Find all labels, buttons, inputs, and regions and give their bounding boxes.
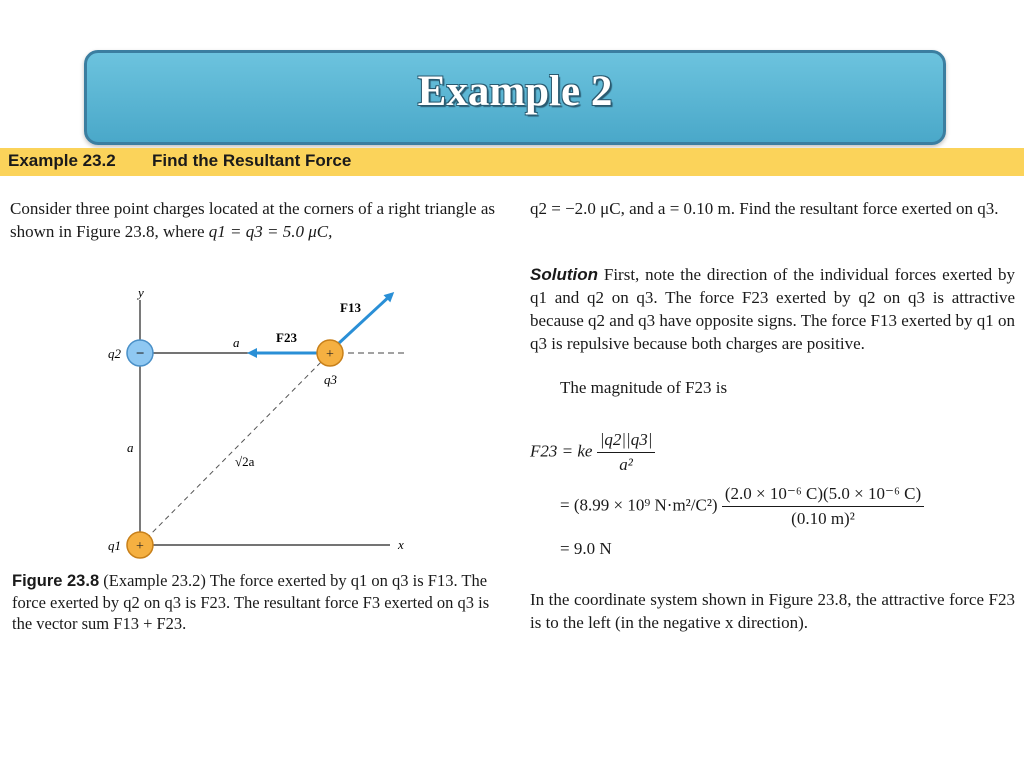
solution-p2: The magnitude of F23 is	[560, 378, 728, 397]
hypotenuse-dashed	[140, 353, 330, 545]
solution-p1: First, note the direction of the individual forces exerted by q1 and q2 on q3. The force F23 exerted by q2 on q3 is attractive because q2 and q3 have opposite signs. The force F13 exerted by q1 on q3 is repulsive because both charges are positive.	[530, 265, 1016, 353]
x-axis-label: x	[398, 537, 404, 552]
problem-right: q2 = −2.0 μC, and a = 0.10 m. Find the resultant force exerted on q3.	[530, 199, 999, 218]
problem-left-eq: q1 = q3 = 5.0 μC,	[208, 222, 333, 241]
problem-left	[10, 197, 495, 243]
minus-sign: −	[135, 346, 145, 362]
example-number: Example 23.2	[8, 151, 116, 170]
eq-den-1: a²	[619, 455, 633, 474]
a-side-label: a	[127, 440, 134, 455]
eq-lhs: F23 =	[530, 441, 574, 461]
equation-line-1	[530, 430, 655, 475]
caption-text: (Example 23.2) The force exerted by q1 on q3 is F13. The force exerted by q2 on q3 is F23. The resultant force F3 exerted on q3 is the vector sum F13 + F23.	[12, 571, 490, 633]
q3-label: q3	[324, 372, 337, 387]
eq-num-1: |q2||q3|	[597, 430, 656, 453]
caption-label: Figure 23.8	[12, 572, 100, 590]
figure-23-8	[100, 280, 420, 565]
example-title: Find the Resultant Force	[152, 151, 352, 170]
diag-label: √2a	[235, 454, 255, 469]
equation-line-2	[560, 484, 924, 529]
y-axis-label: y	[138, 285, 144, 300]
q1-label: q1	[108, 538, 121, 553]
solution-label: Solution	[530, 265, 598, 284]
a-top-label: a	[233, 335, 240, 350]
plus-sign-q3: +	[326, 347, 334, 362]
eq-den-2: (0.10 m)²	[791, 509, 855, 528]
eq-num-2: (2.0 × 10⁻⁶ C)(5.0 × 10⁻⁶ C)	[722, 484, 924, 507]
eq-fraction-2	[722, 484, 924, 529]
f23-label: F23	[276, 330, 297, 345]
solution-paragraph	[530, 263, 1015, 355]
equation-result: = 9.0 N	[560, 539, 612, 558]
eq-ke: ke	[577, 441, 593, 461]
eq-fraction-1	[597, 430, 656, 475]
eq-line2-prefix: = (8.99 × 10⁹ N·m²/C²)	[560, 495, 718, 515]
solution-final: In the coordinate system shown in Figure 23.8, the attractive force F23 is to the left (in the negative x direction).	[530, 590, 1015, 632]
q2-label: q2	[108, 346, 121, 361]
figure-caption	[12, 570, 490, 634]
f13-label: F13	[340, 300, 361, 315]
title-banner	[84, 50, 946, 145]
problem-left-text: Consider three point charges located at the corners of a right triangle as shown in Figure 23.8, where	[10, 199, 495, 241]
example-header-bar	[0, 148, 1024, 176]
plus-sign-q1: +	[136, 539, 144, 554]
slide-title: Example 2	[417, 68, 613, 115]
